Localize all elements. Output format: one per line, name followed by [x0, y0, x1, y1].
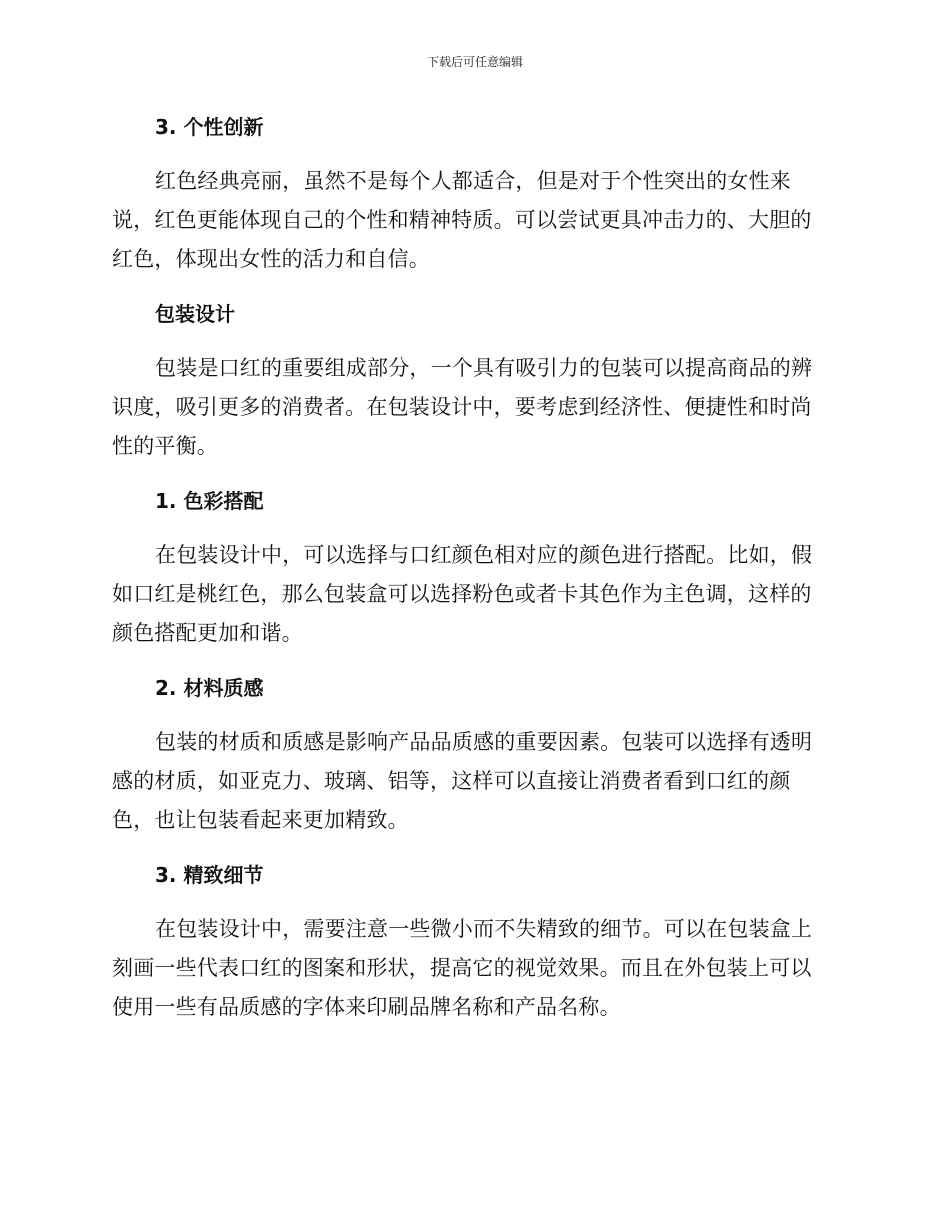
section-material-texture [112, 669, 832, 840]
section-heading: 3. 个性创新 [155, 115, 264, 139]
section-heading: 2. 材料质感 [155, 676, 264, 700]
document-body [112, 108, 832, 1043]
section-paragraph: 在包装设计中，可以选择与口红颜色相对应的颜色进行搭配。比如，假如口红是桃红色，那么包装盒可以选择粉色或者卡其色作为主色调，这样的颜色搭配更加和谐。 [112, 543, 813, 645]
section-paragraph: 包装的材质和质感是影响产品品质感的重要因素。包装可以选择有透明感的材质，如亚克力、玻璃、铝等，这样可以直接让消费者看到口红的颜色，也让包装看起来更加精致。 [112, 730, 813, 832]
section-paragraph: 包装是口红的重要组成部分，一个具有吸引力的包装可以提高商品的辨识度，吸引更多的消费者。在包装设计中，要考虑到经济性、便捷性和时尚性的平衡。 [112, 356, 813, 458]
section-packaging-design [112, 295, 832, 466]
section-color-matching [112, 482, 832, 653]
section-personality-innovation [112, 108, 832, 279]
section-heading: 包装设计 [155, 302, 235, 326]
page-header: 下载后可任意编辑 [426, 55, 523, 69]
section-heading: 1. 色彩搭配 [155, 489, 264, 513]
section-paragraph: 在包装设计中，需要注意一些微小而不失精致的细节。可以在包装盒上刻画一些代表口红的图案和形状，提高它的视觉效果。而且在外包装上可以使用一些有品质感的字体来印刷品牌名称和产品名称。 [112, 917, 813, 1019]
section-heading: 3. 精致细节 [155, 863, 264, 887]
section-exquisite-details [112, 856, 832, 1027]
section-paragraph: 红色经典亮丽，虽然不是每个人都适合，但是对于个性突出的女性来说，红色更能体现自己的个性和精神特质。可以尝试更具冲击力的、大胆的红色，体现出女性的活力和自信。 [112, 169, 812, 271]
